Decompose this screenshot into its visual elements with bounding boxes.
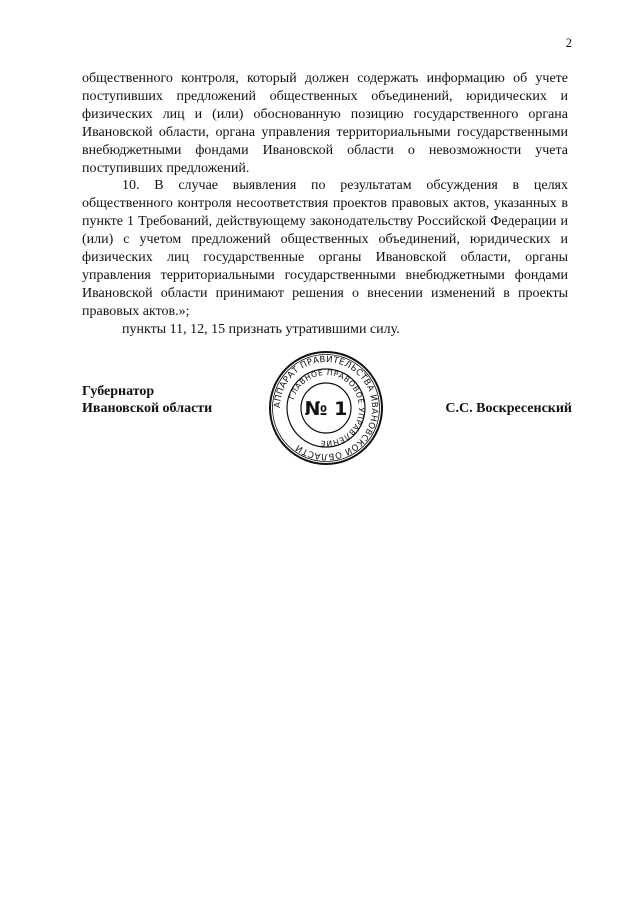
seal-number: № 1 (304, 398, 348, 420)
signatory-title-line1: Губернатор (82, 384, 155, 399)
seal-graphic (268, 350, 384, 466)
document-body (82, 70, 568, 339)
seal-outer-text: АППАРАТ ПРАВИТЕЛЬСТВА ИВАНОВСКОЙ ОБЛАСТИ (272, 354, 380, 462)
paragraph-repeal: пункты 11, 12, 15 признать утратившими силу. (122, 321, 400, 337)
signatory-title-line2: Ивановской области (82, 401, 213, 416)
paragraph-item-10: 10. В случае выявления по результатам обсуждения в целях общественного контроля несоответствия проектов правовых актов, указанных в пункте 1 Требований, действующему законодательству Российской Федерации и (или) с учетом предложений общественных объединений, юридических и физических лиц государственные органы Ивановской области, органы управления территориальными государственными внебюджетными фондами Ивановской области принимают решения о внесении изменений в проекты правовых актов.»; (82, 178, 568, 319)
signatory-name: С.С. Воскресенский (445, 401, 572, 416)
page-number: 2 (565, 36, 572, 50)
seal-inner-text: ГЛАВНОЕ ПРАВОВОЕ УПРАВЛЕНИЕ (287, 367, 367, 449)
paragraph-continuation: общественного контроля, который должен содержать информацию об учете поступивших предложений общественных объединений, юридических и физических лиц и (или) обоснованную позицию государственного органа Ивановской области, органа управления территориальными государственными внебюджетными фондами Ивановской области о невозможности учета поступивших предложений. (82, 71, 568, 176)
official-seal (268, 350, 384, 466)
